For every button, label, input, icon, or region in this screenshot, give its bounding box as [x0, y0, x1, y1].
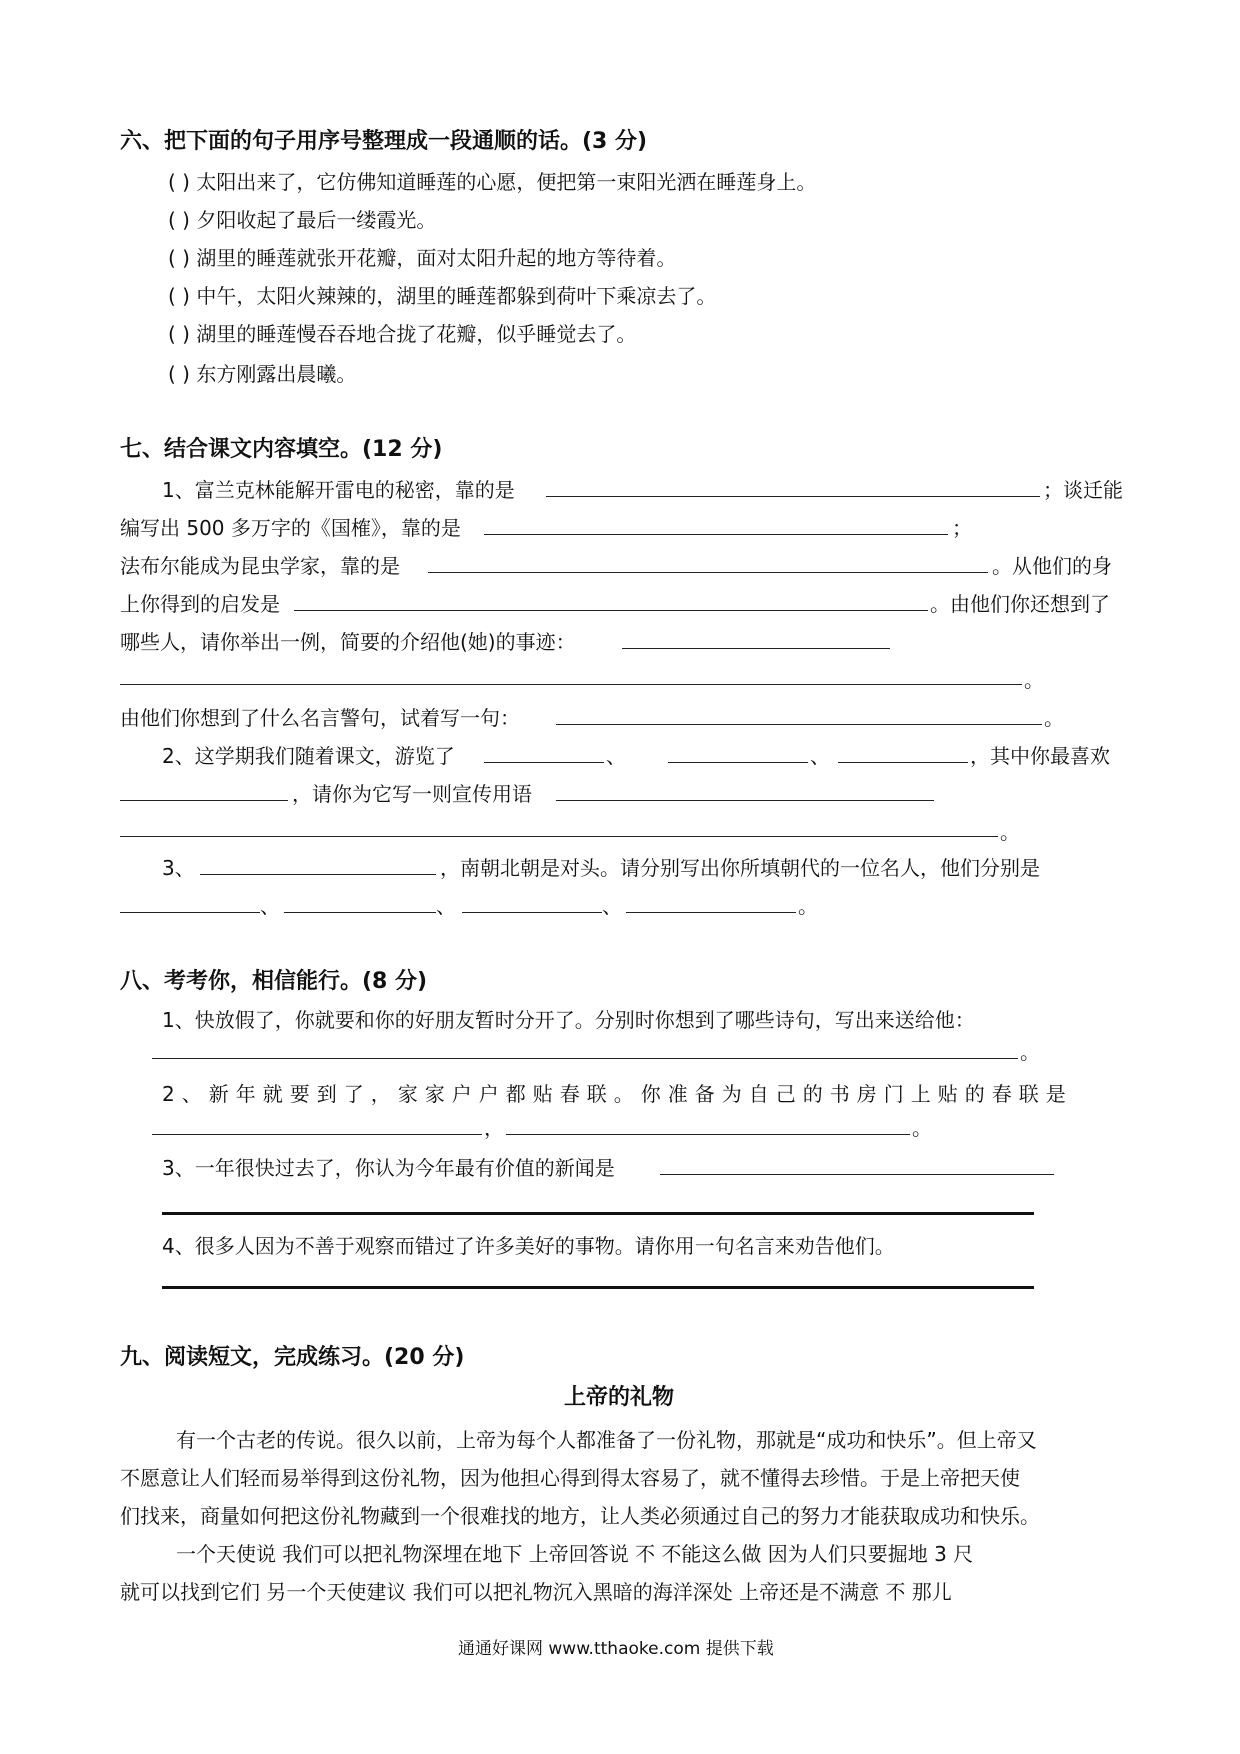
- s7-q1-text: 由他们你想到了什么名言警句，试着写一句：: [120, 706, 520, 730]
- answer-line[interactable]: [294, 610, 928, 611]
- s7-q1-text: 上你得到的启发是: [120, 592, 280, 616]
- answer-line[interactable]: [660, 1174, 1054, 1175]
- passage-line: 们找来，商量如何把这份礼物藏到一个很难找的地方，让人类必须通过自己的努力才能获取成功和快乐。: [120, 1504, 1040, 1528]
- section-8-heading: 八、考考你，相信能行。(8 分): [120, 969, 428, 994]
- s8-q2-text: ，: [484, 1116, 504, 1140]
- section-9-heading: 九、阅读短文，完成练习。(20 分): [120, 1345, 465, 1370]
- passage-line: 不愿意让人们轻而易举得到这份礼物，因为他担心得到得太容易了，就不懂得去珍惜。于是上帝把天使: [120, 1466, 1020, 1490]
- section-7-heading: 七、结合课文内容填空。(12 分): [120, 437, 443, 462]
- s7-q3-text: ，南朝北朝是对头。请分别写出你所填朝代的一位名人，他们分别是: [440, 856, 1040, 880]
- s7-q1-text: 1、富兰克林能解开雷电的秘密，靠的是: [162, 478, 515, 502]
- s7-q1-text: 。: [1024, 668, 1044, 692]
- answer-line[interactable]: [162, 1212, 1034, 1215]
- s6-item: ( ) 湖里的睡莲慢吞吞地合拢了花瓣，似乎睡觉去了。: [168, 322, 637, 346]
- answer-line[interactable]: [556, 724, 1042, 725]
- s8-q1-text: 。: [1020, 1040, 1040, 1064]
- answer-line[interactable]: [120, 800, 288, 801]
- passage-line: 有一个古老的传说。很久以前，上帝为每个人都准备了一份礼物，那就是“成功和快乐”。但上帝又: [176, 1428, 1037, 1452]
- s7-q3-text: 、: [602, 894, 622, 918]
- s7-q3-text: 3、: [162, 856, 195, 880]
- answer-line[interactable]: [556, 800, 934, 801]
- answer-line[interactable]: [626, 912, 796, 913]
- answer-line[interactable]: [546, 496, 1040, 497]
- answer-line[interactable]: [484, 762, 604, 763]
- answer-line[interactable]: [668, 762, 808, 763]
- s6-item: ( ) 夕阳收起了最后一缕霞光。: [168, 208, 437, 232]
- answer-line[interactable]: [152, 1134, 482, 1135]
- section-6-heading: 六、把下面的句子用序号整理成一段通顺的话。(3 分): [120, 129, 648, 154]
- s7-q2-text: 、: [606, 744, 626, 768]
- answer-line[interactable]: [152, 1058, 1018, 1059]
- answer-line[interactable]: [484, 534, 948, 535]
- s7-q1-text: ；谈迁能: [1043, 478, 1123, 502]
- passage-line: 一个天使说 我们可以把礼物深埋在地下 上帝回答说 不 不能这么做 因为人们只要掘地 3 尺: [176, 1542, 974, 1566]
- s7-q1-text: ；: [952, 516, 972, 540]
- answer-line[interactable]: [838, 762, 968, 763]
- s7-q1-text: 。: [1044, 706, 1064, 730]
- s7-q2-text: 2、这学期我们随着课文，游览了: [162, 744, 455, 768]
- s8-q4-text: 4、很多人因为不善于观察而错过了许多美好的事物。请你用一句名言来劝告他们。: [162, 1234, 895, 1258]
- s8-q1-text: 1、快放假了，你就要和你的好朋友暂时分开了。分别时你想到了哪些诗句，写出来送给他：: [162, 1008, 975, 1032]
- s7-q1-text: 法布尔能成为昆虫学家，靠的是: [120, 554, 400, 578]
- s7-q2-text: 。: [1000, 820, 1020, 844]
- s7-q2-text: 、: [810, 744, 830, 768]
- answer-line[interactable]: [162, 1286, 1034, 1289]
- answer-line[interactable]: [120, 912, 260, 913]
- answer-line[interactable]: [428, 572, 988, 573]
- s8-q3-text: 3、一年很快过去了，你认为今年最有价值的新闻是: [162, 1156, 615, 1180]
- s7-q2-text: ，其中你最喜欢: [970, 744, 1110, 768]
- s7-q3-text: 。: [798, 894, 818, 918]
- answer-line[interactable]: [284, 912, 436, 913]
- answer-line[interactable]: [120, 684, 1022, 685]
- footer-source: 通通好课网 www.tthaoke.com 提供下载: [458, 1639, 774, 1659]
- s7-q1-text: 。从他们的身: [992, 554, 1112, 578]
- s6-item: ( ) 东方刚露出晨曦。: [168, 362, 357, 386]
- s7-q2-text: ，请你为它写一则宣传用语: [292, 782, 532, 806]
- answer-line[interactable]: [120, 836, 998, 837]
- s7-q1-text: 。由他们你还想到了: [930, 592, 1110, 616]
- s6-item: ( ) 太阳出来了，它仿佛知道睡莲的心愿，便把第一束阳光洒在睡莲身上。: [168, 170, 817, 194]
- s6-item: ( ) 湖里的睡莲就张开花瓣，面对太阳升起的地方等待着。: [168, 246, 677, 270]
- s7-q3-text: 、: [260, 894, 280, 918]
- answer-line[interactable]: [462, 912, 602, 913]
- answer-line[interactable]: [506, 1134, 910, 1135]
- s8-q2-text: 。: [912, 1116, 932, 1140]
- answer-line[interactable]: [200, 874, 436, 875]
- answer-line[interactable]: [622, 648, 890, 649]
- passage-line: 就可以找到它们 另一个天使建议 我们可以把礼物沉入黑暗的海洋深处 上帝还是不满意 不 那儿: [120, 1580, 952, 1604]
- s8-q2-text: 2、新年就要到了，家家户户都贴春联。你准备为自己的书房门上贴的春联是: [162, 1082, 1073, 1106]
- s7-q3-text: 、: [436, 894, 456, 918]
- s7-q1-text: 编写出 500 多万字的《国榷》，靠的是: [120, 516, 461, 540]
- s7-q1-text: 哪些人，请你举出一例，简要的介绍他(她)的事迹：: [120, 630, 576, 654]
- passage-title: 上帝的礼物: [564, 1385, 675, 1410]
- s6-item: ( ) 中午，太阳火辣辣的，湖里的睡莲都躲到荷叶下乘凉去了。: [168, 284, 717, 308]
